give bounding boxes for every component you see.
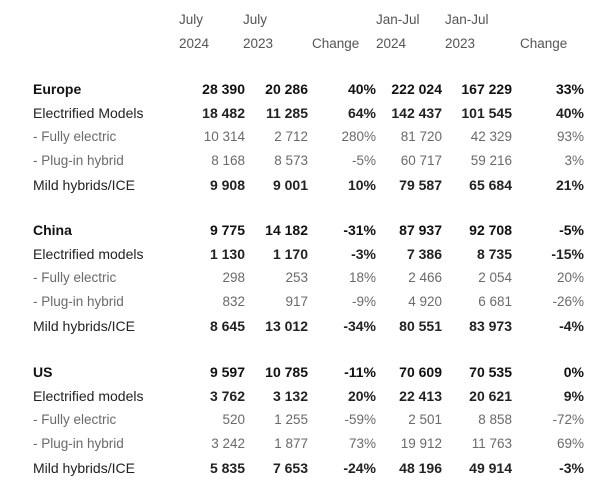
table-row-europe-mild-hybrids-ice (0, 173, 600, 197)
value-july-change: -31% (343, 222, 376, 238)
value-july-2024: 298 (222, 270, 245, 285)
value-july-change: 40% (347, 81, 376, 97)
value-july-2024: 8 645 (209, 318, 245, 334)
value-ytd-change: 69% (556, 436, 584, 451)
value-ytd-change: 9% (563, 388, 584, 404)
table-row-us-mild-hybrids-ice (0, 456, 600, 480)
value-july-2024: 8 168 (211, 153, 245, 168)
value-ytd-2024: 70 609 (399, 364, 442, 380)
value-july-change: -59% (344, 412, 376, 427)
value-ytd-2024: 4 920 (408, 294, 442, 309)
value-ytd-change: 20% (556, 270, 584, 285)
value-ytd-2024: 7 386 (406, 246, 442, 262)
value-july-2023: 13 012 (265, 318, 308, 334)
row-label: - Fully electric (33, 412, 117, 427)
row-label: - Plug-in hybrid (33, 153, 124, 168)
value-july-change: 280% (341, 129, 376, 144)
value-july-2023: 20 286 (265, 81, 308, 97)
table-row-us-electrified (0, 384, 600, 408)
value-ytd-2024: 222 024 (391, 81, 442, 97)
value-ytd-2023: 2 054 (478, 270, 512, 285)
header-col5-period: Jan-Jul (445, 12, 489, 27)
value-ytd-2023: 6 681 (478, 294, 512, 309)
row-label: Europe (33, 81, 82, 97)
row-label: Electrified models (33, 246, 144, 262)
value-ytd-2023: 42 329 (470, 129, 512, 144)
value-ytd-2023: 92 708 (469, 222, 512, 238)
value-july-2023: 1 170 (272, 246, 308, 262)
row-label: US (33, 364, 53, 380)
value-july-change: 64% (347, 105, 376, 121)
value-july-2023: 8 573 (274, 153, 308, 168)
value-ytd-change: -72% (552, 412, 584, 427)
table-row-europe-electrified (0, 101, 600, 125)
value-ytd-change: -26% (552, 294, 584, 309)
row-label: Electrified models (33, 388, 144, 404)
table-row-us-plug-in-hybrid (0, 432, 600, 456)
table-row-china-plug-in-hybrid (0, 290, 600, 314)
header-col5-year: 2023 (445, 36, 476, 51)
value-ytd-2024: 142 437 (391, 105, 442, 121)
value-ytd-change: -5% (559, 222, 584, 238)
value-july-change: -5% (351, 153, 376, 168)
table-row-us-fully-electric (0, 408, 600, 432)
value-ytd-change: 21% (555, 177, 584, 193)
table-row-china-electrified (0, 242, 600, 266)
row-label: Mild hybrids/ICE (33, 177, 135, 193)
value-july-2024: 18 482 (202, 105, 245, 121)
value-july-2023: 9 001 (272, 177, 308, 193)
table-row-china-mild-hybrids-ice (0, 314, 600, 338)
value-ytd-2024: 87 937 (399, 222, 442, 238)
value-ytd-2023: 167 229 (461, 81, 512, 97)
value-july-change: -11% (344, 364, 376, 380)
row-label: Mild hybrids/ICE (33, 460, 135, 476)
value-july-change: -24% (343, 460, 376, 476)
value-ytd-change: -3% (559, 460, 584, 476)
value-july-change: 18% (348, 270, 376, 285)
value-july-2023: 2 712 (274, 129, 308, 144)
value-july-2023: 1 255 (274, 412, 308, 427)
value-ytd-2023: 65 684 (469, 177, 512, 193)
value-july-2023: 14 182 (265, 222, 308, 238)
value-july-2024: 3 762 (209, 388, 245, 404)
value-ytd-2023: 20 621 (469, 388, 512, 404)
table-row-europe-plug-in-hybrid (0, 149, 600, 173)
table-row-china (0, 218, 600, 242)
value-july-2023: 3 132 (272, 388, 308, 404)
row-label: - Fully electric (33, 270, 117, 285)
row-label: Mild hybrids/ICE (33, 318, 135, 334)
row-label: Electrified Models (33, 105, 144, 121)
table-row-china-fully-electric (0, 266, 600, 290)
value-ytd-change: -4% (559, 318, 584, 334)
value-july-2023: 253 (285, 270, 308, 285)
value-ytd-2024: 2 466 (408, 270, 442, 285)
value-july-change: 73% (348, 436, 376, 451)
value-july-2024: 520 (222, 412, 245, 427)
value-july-2023: 11 285 (265, 105, 308, 121)
table-row-us (0, 360, 600, 384)
value-july-2023: 1 877 (274, 436, 308, 451)
row-label: - Plug-in hybrid (33, 294, 124, 309)
value-july-change: -34% (343, 318, 376, 334)
header-col3-change: Change (312, 36, 360, 51)
value-july-change: -3% (351, 246, 376, 262)
header-col4-year: 2024 (376, 36, 407, 51)
value-ytd-change: 33% (555, 81, 584, 97)
value-ytd-2023: 11 763 (471, 436, 512, 451)
row-label: - Plug-in hybrid (33, 436, 124, 451)
value-july-2023: 7 653 (272, 460, 308, 476)
value-july-2024: 10 314 (203, 129, 245, 144)
value-july-2023: 10 785 (265, 364, 308, 380)
value-ytd-2024: 2 501 (408, 412, 442, 427)
value-july-2024: 3 242 (211, 436, 245, 451)
value-july-2024: 9 908 (209, 177, 245, 193)
header-col2-month: July (243, 12, 268, 27)
header-col2-year: 2023 (243, 36, 274, 51)
value-ytd-2024: 81 720 (400, 129, 442, 144)
value-july-change: 10% (347, 177, 376, 193)
value-ytd-2023: 101 545 (461, 105, 512, 121)
value-ytd-2024: 22 413 (399, 388, 442, 404)
value-july-2024: 5 835 (209, 460, 245, 476)
value-ytd-2024: 60 717 (400, 153, 442, 168)
value-ytd-change: 3% (564, 153, 584, 168)
value-ytd-2023: 70 535 (469, 364, 512, 380)
header-col1-month: July (179, 12, 204, 27)
header-col6-change: Change (520, 36, 568, 51)
value-ytd-2024: 79 587 (399, 177, 442, 193)
value-july-2024: 1 130 (209, 246, 245, 262)
value-ytd-2023: 8 735 (476, 246, 512, 262)
value-july-2024: 9 597 (209, 364, 245, 380)
value-ytd-2023: 59 216 (470, 153, 512, 168)
value-ytd-2024: 48 196 (399, 460, 442, 476)
value-july-change: 20% (347, 388, 376, 404)
value-ytd-2024: 19 912 (400, 436, 442, 451)
value-july-2024: 9 775 (209, 222, 245, 238)
value-ytd-change: 0% (563, 364, 584, 380)
row-label: China (33, 222, 72, 238)
value-july-2024: 832 (222, 294, 245, 309)
value-july-change: -9% (351, 294, 376, 309)
value-ytd-2024: 80 551 (399, 318, 442, 334)
value-ytd-2023: 83 973 (469, 318, 512, 334)
table-row-europe-fully-electric (0, 125, 600, 149)
value-july-2023: 917 (285, 294, 308, 309)
value-ytd-change: -15% (551, 246, 584, 262)
value-ytd-2023: 8 858 (478, 412, 512, 427)
row-label: - Fully electric (33, 129, 117, 144)
value-july-2024: 28 390 (202, 81, 245, 97)
header-col4-period: Jan-Jul (376, 12, 420, 27)
value-ytd-change: 93% (556, 129, 584, 144)
value-ytd-change: 40% (555, 105, 584, 121)
table-row-europe (0, 77, 600, 101)
header-col1-year: 2024 (179, 36, 210, 51)
value-ytd-2023: 49 914 (469, 460, 512, 476)
